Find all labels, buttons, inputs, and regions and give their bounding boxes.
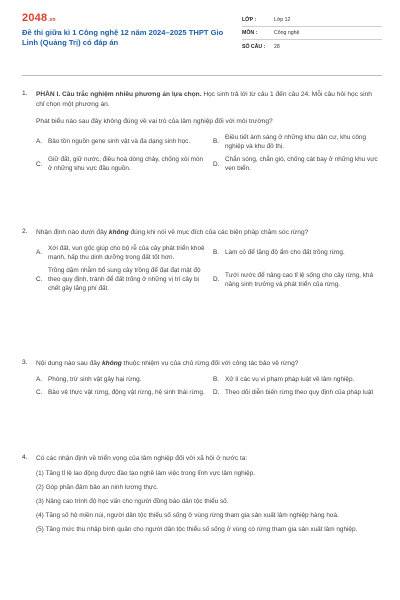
- option-letter: D.: [213, 160, 220, 168]
- header-divider: [22, 75, 382, 76]
- page-header: [22, 12, 382, 70]
- option-letter: D.: [213, 276, 220, 284]
- logo-domain: .vn: [48, 17, 56, 23]
- option-text: Làm cỏ để tăng độ ẩm cho đất trồng rừng.: [225, 249, 345, 257]
- option-letter: C.: [36, 276, 43, 284]
- question-number: 1.: [22, 90, 28, 97]
- page-title: Đề thi giữa kì 1 Công nghệ 12 năm 2024–2025 THPT Gio Linh (Quảng Trị) có đáp án: [22, 28, 224, 47]
- statement-item: (4) Tăng số hộ miền núi, người dân tộc thiểu số sống ở vùng rừng tham gia sản xuất lâm nghiệp hàng hoá.: [36, 512, 339, 520]
- option-text: Bảo vệ thực vật rừng, động vật rừng, hệ sinh thái rừng.: [48, 388, 205, 396]
- option-a[interactable]: [36, 133, 205, 151]
- option-d[interactable]: [213, 266, 382, 294]
- stem-text: Nội dung nào sau đây: [36, 360, 102, 367]
- answer-options: [36, 244, 382, 294]
- meta-row-class: [242, 14, 382, 27]
- question-stem: [36, 359, 382, 369]
- meta-row-subject: [242, 27, 382, 40]
- stem-emphasis: không: [102, 360, 122, 367]
- option-letter: B.: [213, 249, 220, 257]
- statement-item: (3) Nâng cao trình độ học vấn cho người đồng bào dân tộc thiểu số.: [36, 498, 229, 505]
- option-letter: C.: [36, 160, 43, 168]
- statement-item: (1) Tăng tỉ lệ lao động được đào tạo nghề làm việc trong lĩnh vực lâm nghiệp.: [36, 469, 256, 477]
- question-number: 4.: [22, 454, 28, 461]
- question-stem: Phát biểu nào sau đây không đúng về vai trò của lâm nghiệp đối với môi trường?: [36, 118, 273, 126]
- section-intro: [36, 90, 382, 109]
- statement-item: (2) Góp phần đảm bảo an ninh lương thực.: [36, 483, 159, 491]
- question-number: 2.: [22, 228, 28, 235]
- option-text: Trồng dặm nhằm bổ sung cây trồng để đạt đạt mật độ theo quy định, tránh để đất trống ở những vị trí cây bị chết gây lãng phí đất.: [48, 267, 201, 293]
- option-text: Xử lí các vụ vi phạm pháp luật về lâm nghiệp.: [225, 375, 355, 383]
- question-4: [22, 454, 382, 538]
- option-letter: A.: [36, 138, 43, 146]
- meta-value: 28: [274, 43, 280, 50]
- site-logo[interactable]: [22, 12, 237, 24]
- option-a[interactable]: [36, 375, 205, 384]
- option-text: Chắn sóng, chắn gió, chống cát bay ở những khu vực ven biển.: [225, 156, 378, 173]
- question-body: [36, 90, 382, 174]
- option-text: Tưới nước để nâng cao tỉ lệ sống cho cây rừng, khả năng sinh trưởng và phát triển của rừng.: [225, 271, 374, 288]
- meta-label: MÔN :: [242, 30, 258, 36]
- stem-text: thuộc nhiệm vụ của chủ rừng đối với công tác bảo vệ rừng?: [121, 360, 299, 367]
- question-number: 3.: [22, 359, 28, 366]
- option-c[interactable]: [36, 155, 205, 173]
- option-text: Bảo tồn nguồn gene sinh vật và đa dạng sinh học.: [48, 138, 191, 146]
- stem-text: đúng khi nói về mục đích của các biện pháp chăm sóc rừng?: [128, 229, 309, 236]
- logo-text: 2048: [22, 12, 48, 24]
- option-letter: A.: [36, 375, 43, 383]
- option-letter: C.: [36, 388, 43, 396]
- option-b[interactable]: [213, 244, 382, 262]
- option-text: Phòng, trừ sinh vật gây hại rừng.: [48, 375, 142, 383]
- section-heading: PHẦN I. Câu trắc nghiệm nhiều phương án lựa chọn.: [36, 91, 202, 98]
- question-body: [36, 359, 382, 397]
- option-text: Giữ đất, giữ nước, điều hoà dòng chảy, chống xói mòn ở những khu vực đầu nguồn.: [48, 156, 204, 173]
- question-body: [36, 228, 382, 294]
- question-1: [22, 90, 382, 174]
- option-letter: A.: [36, 249, 43, 257]
- question-3: [22, 359, 382, 397]
- stem-emphasis: không: [108, 229, 129, 236]
- option-letter: B.: [213, 375, 220, 383]
- option-d[interactable]: [213, 155, 382, 173]
- option-b[interactable]: [213, 375, 382, 384]
- option-c[interactable]: [36, 388, 205, 397]
- section-instruction: Học sinh trả lời từ câu 1 đến câu 24. Mỗi câu hỏi học sinh chỉ chọn một phương án.: [36, 91, 372, 108]
- exam-meta: [242, 14, 382, 53]
- option-c[interactable]: [36, 266, 205, 294]
- statement-item: (5) Tăng mức thu nhập bình quân cho người dân tộc thiểu số sống ở vùng có rừng tham gia sản xuất lâm nghiệp.: [36, 526, 358, 534]
- option-letter: D.: [213, 388, 220, 396]
- meta-value: Công nghệ: [274, 30, 300, 36]
- question-stem: Có các nhận định về triển vọng của lâm nghiệp đối với xã hội ở nước ta:: [36, 455, 248, 462]
- option-letter: B.: [213, 138, 220, 146]
- meta-row-count: [242, 40, 382, 53]
- option-b[interactable]: [213, 133, 382, 151]
- meta-label: LỚP :: [242, 17, 257, 23]
- option-text: Xới đất, vun gốc giúp cho bộ rễ của cây phát triển khoẻ mạnh, hấp thu dinh dưỡng trong đất tốt hơn.: [48, 244, 205, 261]
- option-text: Theo dõi diễn biến rừng theo quy định của pháp luật: [225, 388, 374, 396]
- question-stem: [36, 228, 382, 238]
- question-body: [36, 454, 382, 535]
- question-2: [22, 228, 382, 294]
- answer-options: [36, 133, 382, 174]
- header-left: [22, 12, 237, 48]
- option-d[interactable]: [213, 388, 382, 397]
- meta-label: SỐ CÂU :: [242, 43, 266, 50]
- meta-value: Lớp 12: [274, 17, 291, 23]
- answer-options: [36, 375, 382, 397]
- stem-text: Nhận định nào dưới đây: [36, 229, 109, 236]
- option-text: Điều tiết ánh sáng ở những khu dân cư, khu công nghiệp và khu đô thị.: [225, 133, 367, 150]
- option-a[interactable]: [36, 244, 205, 262]
